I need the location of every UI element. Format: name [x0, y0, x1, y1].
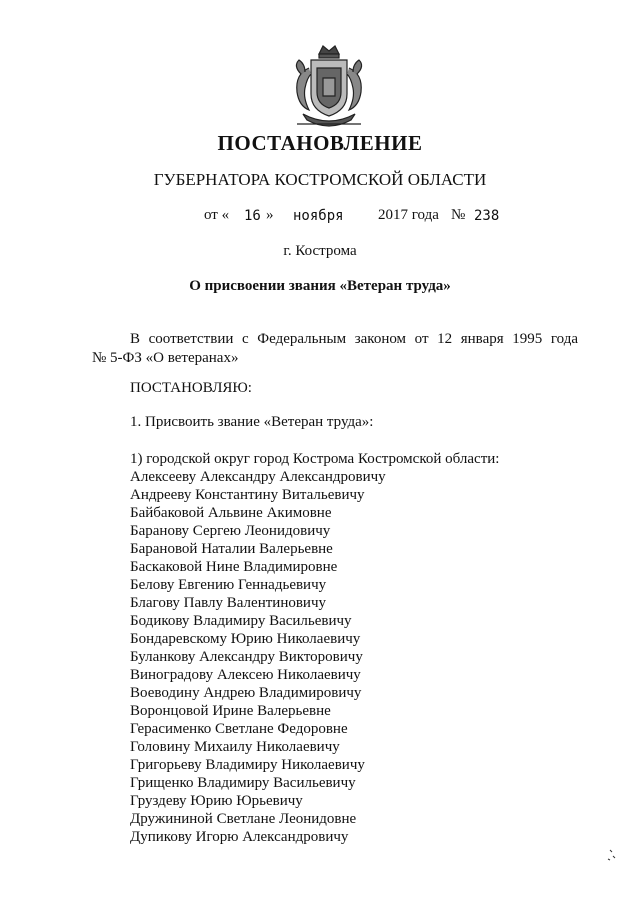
document-number: 238	[474, 208, 500, 224]
issuer-line: ГУБЕРНАТОРА КОСТРОМСКОЙ ОБЛАСТИ	[153, 170, 487, 189]
list-item: Воронцовой Ирине Валерьевне	[130, 703, 331, 719]
list-item: Воеводину Андрею Владимировичу	[130, 685, 362, 701]
preamble-line-2: № 5-ФЗ «О ветеранах»	[92, 350, 239, 366]
list-item: Грищенко Владимиру Васильевичу	[130, 775, 356, 791]
document-subject: О присвоении звания «Ветеран труда»	[189, 278, 451, 294]
city-line: г. Кострома	[283, 243, 357, 259]
preamble-line-1: В соответствии с Федеральным законом от 12 января 1995 года	[130, 331, 578, 347]
list-item: Белову Евгению Геннадьевичу	[130, 577, 327, 593]
list-item: Герасименко Светлане Федоровне	[130, 721, 348, 737]
list-item: Андрееву Константину Витальевичу	[130, 487, 365, 503]
resolve-heading: ПОСТАНОВЛЯЮ:	[130, 380, 252, 396]
list-item: Баранову Сергею Леонидовичу	[130, 523, 331, 539]
date-year: 2017 года	[378, 207, 439, 223]
list-item: Головину Михаилу Николаевичу	[130, 739, 340, 755]
list-item: Григорьеву Владимиру Николаевичу	[130, 757, 365, 773]
names-list	[130, 468, 386, 846]
list-item: Дружининой Светлане Леонидовне	[130, 811, 357, 827]
number-sign: №	[451, 207, 466, 223]
list-item: Дупикову Игорю Александровичу	[130, 829, 349, 845]
scan-mark	[606, 848, 620, 862]
list-item: Барановой Наталии Валерьевне	[130, 541, 333, 557]
date-mid: »	[266, 207, 274, 223]
list-item: Бондаревскому Юрию Николаевичу	[130, 631, 361, 647]
list-item: Благову Павлу Валентиновичу	[130, 595, 326, 611]
document-title: ПОСТАНОВЛЕНИЕ	[217, 131, 423, 155]
list-item: Алексееву Александру Александровичу	[130, 469, 386, 485]
subitem-1: 1) городской округ город Кострома Костромской области:	[130, 451, 500, 467]
date-prefix: от «	[204, 207, 230, 223]
list-item: Груздеву Юрию Юрьевичу	[130, 793, 303, 809]
date-month: ноября	[293, 208, 344, 224]
list-item: Бодикову Владимиру Васильевичу	[130, 613, 352, 629]
date-day: 16	[244, 208, 261, 224]
coat-of-arms-icon	[289, 44, 369, 130]
preamble	[92, 330, 578, 368]
list-item: Буланкову Александру Викторовичу	[130, 649, 363, 665]
list-item: Байбаковой Альвине Акимовне	[130, 505, 332, 521]
list-item: Баскаковой Нине Владимировне	[130, 559, 338, 575]
item-1: 1. Присвоить звание «Ветеран труда»:	[130, 414, 374, 430]
list-item: Виноградову Алексею Николаевичу	[130, 667, 361, 683]
